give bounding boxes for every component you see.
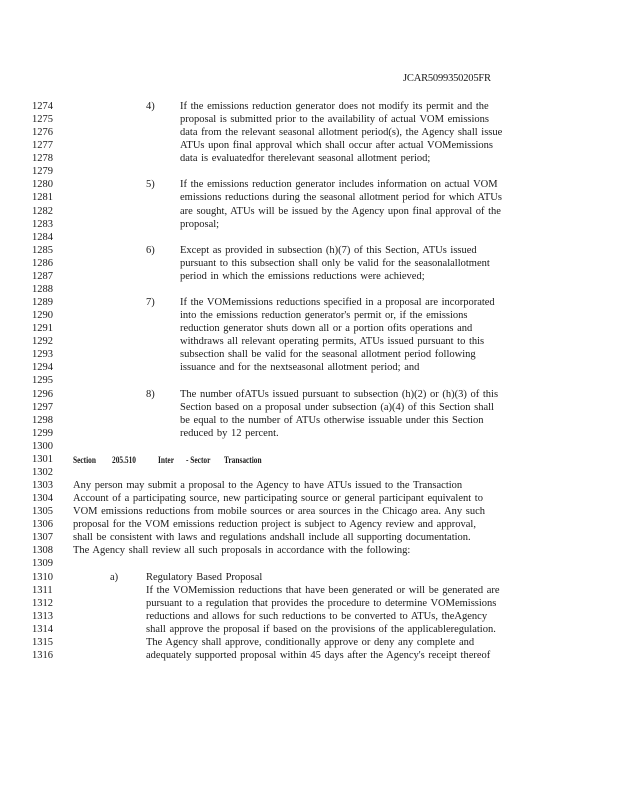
- line-number: 1294: [32, 362, 53, 374]
- line-number: 1297: [32, 401, 53, 413]
- subsection-heading: Regulatory Based Proposal: [146, 571, 263, 583]
- section-title: Inter: [158, 454, 174, 465]
- subsection-text-line: pursuant to a regulation that provides the procedure to determine VOMemissions: [146, 597, 497, 609]
- line-number: 1302: [32, 466, 53, 478]
- line-number: 1283: [32, 218, 53, 230]
- item-text-line: are sought, ATUs will be issued by the Agency upon final approval of the: [180, 205, 501, 217]
- line-number: 1289: [32, 297, 53, 309]
- line-number: 1281: [32, 192, 53, 204]
- paragraph-line: VOM emissions reductions from mobile sources or area sources in the Chicago area. Any such: [73, 506, 486, 518]
- paragraph-line: Any person may submit a proposal to the Agency to have ATUs issued to the Transaction: [73, 480, 463, 492]
- line-number: 1315: [32, 636, 53, 648]
- line-number: 1282: [32, 205, 53, 217]
- line-number: 1296: [32, 388, 53, 400]
- item-text-line: into the emissions reduction generator's permit or, if the emissions: [180, 310, 468, 322]
- item-text-line: proposal is submitted prior to the availability of actual VOM emissions: [180, 114, 490, 126]
- line-number: 1299: [32, 427, 53, 439]
- item-text-line: period in which the emissions reductions were achieved;: [180, 270, 425, 282]
- item-text-line: If the emissions reduction generator includes information on actual VOM: [180, 179, 498, 191]
- subsection-text-line: adequately supported proposal within 45 days after the Agency's receipt thereof: [146, 649, 491, 661]
- line-number: 1300: [32, 440, 53, 452]
- line-number: 1274: [32, 101, 53, 112]
- item-text-line: If the emissions reduction generator does not modify its permit and the: [180, 101, 489, 112]
- item-text-line: reduction generator shuts down all or a portion ofits operations and: [180, 323, 473, 335]
- line-number: 1301: [32, 453, 53, 465]
- item-number: 5): [146, 179, 155, 191]
- line-number: 1306: [32, 519, 53, 531]
- line-number: 1311: [32, 584, 53, 596]
- line-number: 1280: [32, 179, 53, 191]
- subsection-text-line: shall approve the proposal if based on the provisions of the applicableregulation.: [146, 623, 496, 635]
- item-number: 4): [146, 101, 155, 112]
- line-number: 1278: [32, 153, 53, 165]
- line-number: 1305: [32, 506, 53, 518]
- line-number: 1277: [32, 140, 53, 152]
- paragraph-line: Account of a participating source, new participating source or general participant equivalent to: [73, 493, 483, 505]
- line-number: 1286: [32, 257, 53, 269]
- subsection-text-line: reductions and allows for such reductions to be converted to ATUs, theAgency: [146, 610, 488, 622]
- section-number: 205.510: [112, 454, 136, 465]
- subsection-text-line: The Agency shall approve, conditionally approve or deny any complete and: [146, 636, 475, 648]
- line-number: 1304: [32, 493, 53, 505]
- line-number: 1298: [32, 414, 53, 426]
- item-text-line: data is evaluatedfor therelevant seasonal allotment period;: [180, 153, 431, 165]
- item-text-line: Section based on a proposal under subsection (a)(4) of this Section shall: [180, 401, 494, 413]
- line-number: 1316: [32, 649, 53, 661]
- section-title: Transaction: [224, 454, 262, 465]
- item-number: 8): [146, 388, 155, 400]
- line-number: 1308: [32, 545, 53, 557]
- line-number: 1275: [32, 114, 53, 126]
- line-number: 1285: [32, 244, 53, 256]
- document-id: JCAR5099350205FR: [403, 73, 491, 84]
- section-title: - Sector: [186, 454, 211, 465]
- item-number: 7): [146, 297, 155, 309]
- line-number: 1312: [32, 597, 53, 609]
- line-number: 1314: [32, 623, 53, 635]
- item-text-line: If the VOMemissions reductions specified in a proposal are incorporated: [180, 297, 495, 309]
- paragraph-line: shall be consistent with laws and regulations andshall include all supporting documentation.: [73, 532, 471, 544]
- item-text-line: subsection shall be valid for the seasonal allotment period following: [180, 349, 476, 361]
- item-text-line: data from the relevant seasonal allotment period(s), the Agency shall issue: [180, 127, 503, 139]
- line-number: 1292: [32, 336, 53, 348]
- line-number: 1309: [32, 558, 53, 570]
- line-number: 1291: [32, 323, 53, 335]
- line-number: 1303: [32, 480, 53, 492]
- line-number: 1288: [32, 283, 53, 295]
- line-number: 1279: [32, 166, 53, 178]
- item-text-line: be equal to the number of ATUs otherwise issuable under this Section: [180, 414, 484, 426]
- item-number: 6): [146, 244, 155, 256]
- item-text-line: issuance and for the nextseasonal allotment period; and: [180, 362, 420, 374]
- line-number: 1284: [32, 231, 53, 243]
- subsection-number: a): [110, 571, 119, 583]
- paragraph-line: The Agency shall review all such proposals in accordance with the following:: [73, 545, 411, 557]
- line-number: 1287: [32, 270, 53, 282]
- line-number: 1290: [32, 310, 53, 322]
- item-text-line: emissions reductions during the seasonal allotment period for which ATUs: [180, 192, 502, 204]
- item-text-line: The number ofATUs issued pursuant to subsection (h)(2) or (h)(3) of this: [180, 388, 499, 400]
- item-text-line: reduced by 12 percent.: [180, 427, 279, 439]
- line-number: 1313: [32, 610, 53, 622]
- line-number: 1307: [32, 532, 53, 544]
- line-number: 1276: [32, 127, 53, 139]
- item-text-line: Except as provided in subsection (h)(7) of this Section, ATUs issued: [180, 244, 477, 256]
- item-text-line: proposal;: [180, 218, 220, 230]
- line-number: 1295: [32, 375, 53, 387]
- line-number: 1293: [32, 349, 53, 361]
- item-text-line: ATUs upon final approval which shall occur after actual VOMemissions: [180, 140, 493, 152]
- line-number: 1310: [32, 571, 53, 583]
- section-label: Section: [73, 454, 96, 465]
- item-text-line: pursuant to this subsection shall only be valid for the seasonalallotment: [180, 257, 490, 269]
- paragraph-line: proposal for the VOM emissions reduction project is subject to Agency review and approval,: [73, 519, 476, 531]
- item-text-line: withdraws all relevant operating permits, ATUs issued pursuant to this: [180, 336, 485, 348]
- subsection-text-line: If the VOMemission reductions that have been generated or will be generated are: [146, 584, 500, 596]
